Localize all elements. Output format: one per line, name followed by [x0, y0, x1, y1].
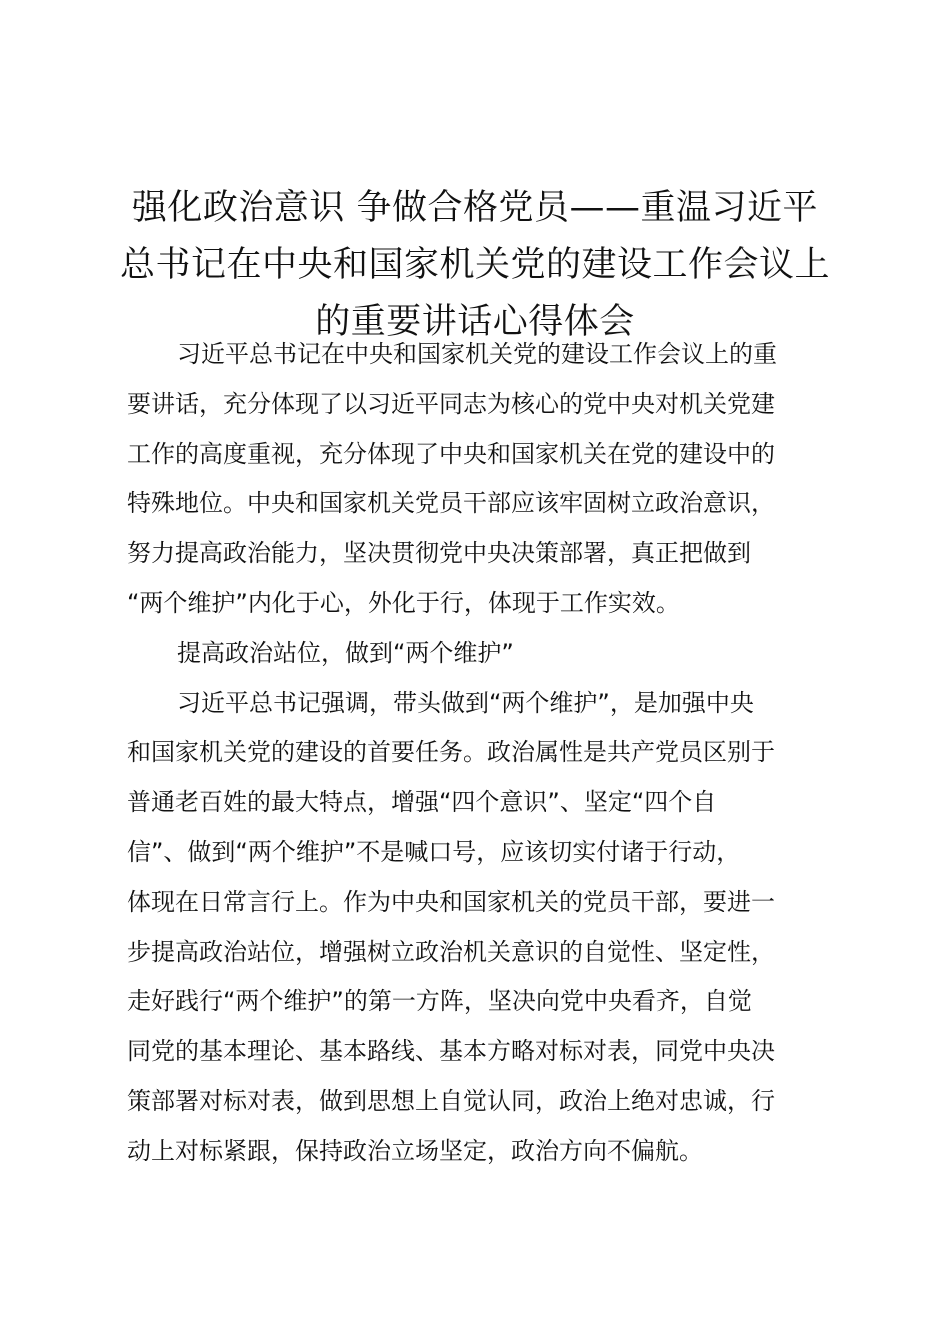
section-heading [127, 629, 833, 679]
text-line: 习近平总书记强调，带头做到“两个维护”，是加强中央 [177, 688, 754, 717]
title-line: 强化政治意识 争做合格党员——重温习近平 [131, 188, 819, 228]
title-line: 总书记在中央和国家机关党的建设工作会议上 [119, 245, 830, 285]
text-line: 要讲话，充分体现了以习近平同志为核心的党中央对机关党建 [127, 389, 775, 418]
text-line: 体现在日常言行上。作为中央和国家机关的党员干部，要进一 [127, 887, 775, 916]
text-line: 普通老百姓的最大特点，增强“四个意识”、坚定“四个自 [127, 788, 717, 817]
text-line: 同党的基本理论、基本路线、基本方略对标对表，同党中央决 [127, 1037, 775, 1066]
text-line: 努力提高政治能力，坚决贯彻党中央决策部署，真正把做到 [127, 539, 751, 568]
text-line: 步提高政治站位，增强树立政治机关意识的自觉性、坚定性， [127, 937, 775, 966]
title-line: 的重要讲话心得体会 [315, 302, 635, 342]
document-body [127, 330, 833, 1177]
paragraph-intro [127, 330, 833, 629]
text-line: 信”、做到“两个维护”不是喊口号，应该切实付诸于行动， [127, 837, 741, 866]
text-line: 工作的高度重视，充分体现了中央和国家机关在党的建设中的 [127, 439, 775, 468]
text-line: 走好践行“两个维护”的第一方阵，坚决向党中央看齐，自觉 [127, 987, 752, 1016]
text-line: 习近平总书记在中央和国家机关党的建设工作会议上的重 [177, 340, 777, 368]
paragraph-section-1 [127, 679, 833, 1177]
document-title [118, 180, 832, 351]
text-line: “两个维护”内化于心，外化于行，体现于工作实效。 [127, 588, 680, 617]
text-line: 和国家机关党的建设的首要任务。政治属性是共产党员区别于 [127, 738, 775, 767]
text-line: 动上对标紧跟，保持政治立场坚定，政治方向不偏航。 [127, 1136, 703, 1165]
text-line: 提高政治站位，做到“两个维护” [177, 638, 514, 667]
text-line: 策部署对标对表，做到思想上自觉认同，政治上绝对忠诚，行 [127, 1086, 775, 1115]
text-line: 特殊地位。中央和国家机关党员干部应该牢固树立政治意识， [127, 489, 775, 518]
